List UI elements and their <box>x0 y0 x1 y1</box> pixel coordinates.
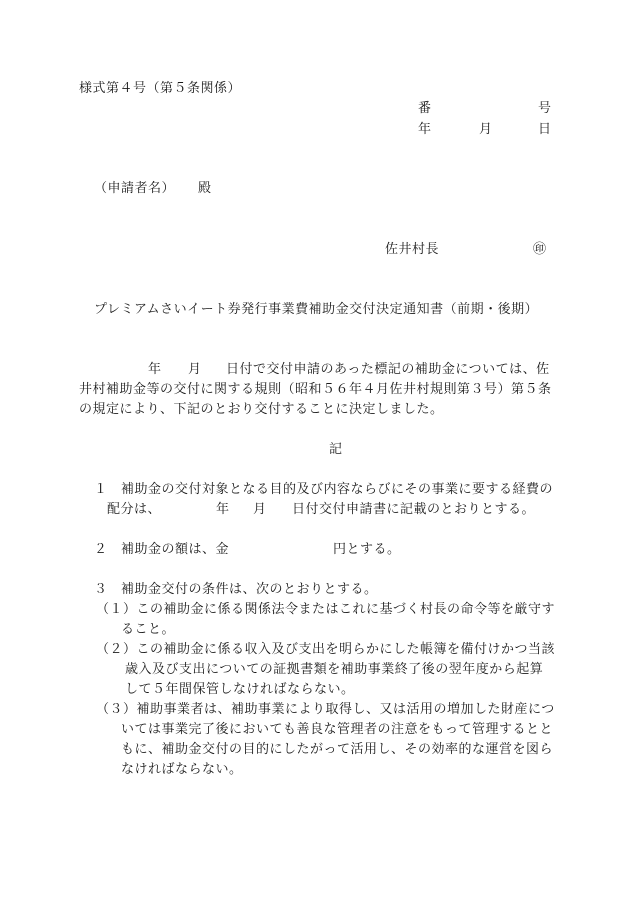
ki-heading: 記 <box>329 442 343 457</box>
date-day: 日 <box>538 122 552 137</box>
body-line1: 日付で交付申請のあった標記の補助金については、佐 <box>226 362 550 377</box>
condition3-line3: もに、補助金交付の目的にしたがって活用し、その効率的な運営を図ら <box>121 742 554 757</box>
condition3-line2: いては事業完了後においても善良な管理者の注意をもって管理するとと <box>121 722 554 737</box>
number-ban: 番 <box>418 101 432 116</box>
form-label: 様式第４号（第５条関係） <box>79 81 242 96</box>
addressee-honorific: 殿 <box>198 181 212 196</box>
item1-line1: １ 補助金の交付対象となる目的及び内容ならびにその事業に要する経費の <box>94 482 554 497</box>
body-month: 月 <box>188 362 202 377</box>
seal-mark: ㊞ <box>533 242 547 257</box>
sender-name: 佐井村長 <box>385 242 440 257</box>
item2-amount: ２ 補助金の額は、金 <box>94 542 230 557</box>
document-title: プレミアムさいイート券発行事業費補助金交付決定通知書（前期・後期） <box>94 302 539 317</box>
date-month: 月 <box>479 122 493 137</box>
item3-heading: ３ 補助金交付の条件は、次のとおりとする。 <box>94 582 378 597</box>
condition3-line4: なければならない。 <box>121 762 243 777</box>
item1-line2: 配分は、 <box>107 502 162 517</box>
item1-month: 月 <box>253 502 267 517</box>
item1-line2-rest: 日付交付申請書に記載のとおりとする。 <box>292 502 536 517</box>
condition1-line2: ること。 <box>121 622 176 637</box>
item2-unit: 円とする。 <box>333 542 401 557</box>
date-year: 年 <box>418 122 432 137</box>
condition2-line2: 歳入及び支出についての証拠書類を補助事業終了後の翌年度から起算 <box>125 662 544 677</box>
body-year: 年 <box>148 362 162 377</box>
body-line3: の規定により、下記のとおり交付することに決定しました。 <box>79 402 444 417</box>
number-go: 号 <box>538 101 552 116</box>
condition2-line3: して５年間保管しなければならない。 <box>125 682 355 697</box>
condition1-line1: （１）この補助金に係る関係法令またはこれに基づく村長の命令等を厳守す <box>96 602 556 617</box>
condition3-line1: （３）補助事業者は、補助事業により取得し、又は活用の増加した財産につ <box>96 702 555 717</box>
addressee-name: （申請者名） <box>94 181 176 196</box>
body-line2: 井村補助金等の交付に関する規則（昭和５６年４月佐井村規則第３号）第５条 <box>79 382 552 397</box>
condition2-line1: （２）この補助金に係る収入及び支出を明らかにした帳簿を備付けかつ当該 <box>96 642 556 657</box>
item1-year: 年 <box>216 502 230 517</box>
